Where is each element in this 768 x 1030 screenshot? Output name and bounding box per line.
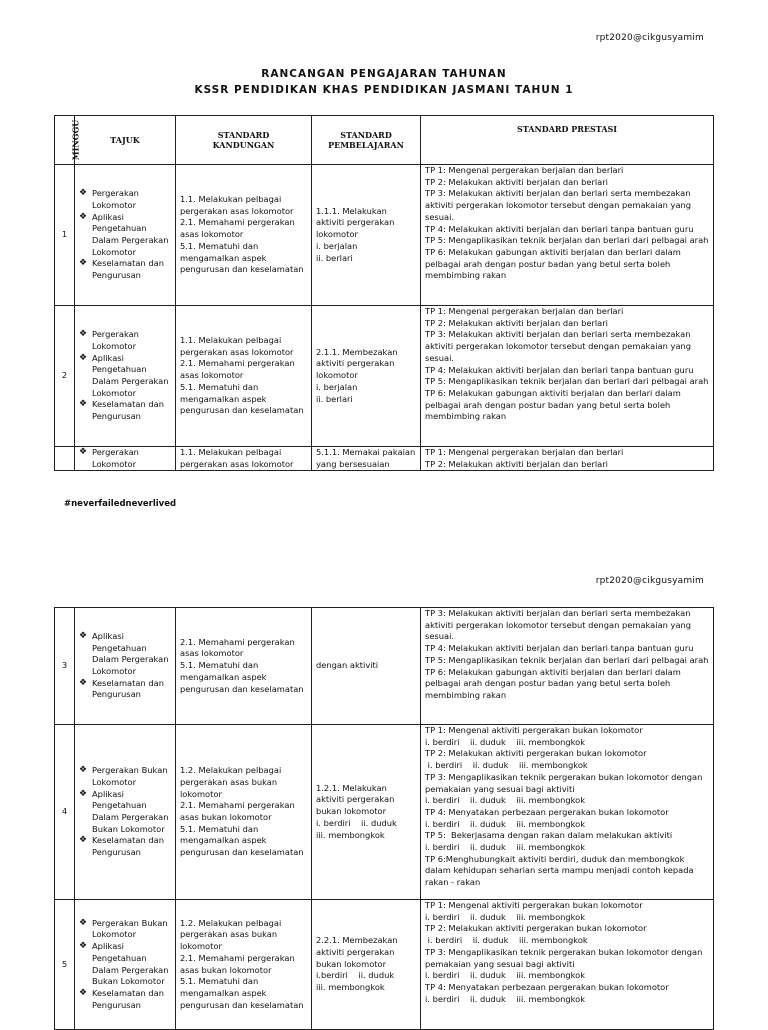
prestasi-line: TP 1: Mengenal pergerakan berjalan dan berlari (425, 165, 624, 175)
tajuk-text: Pergerakan Lokomotor (92, 188, 139, 210)
tajuk-text: Aplikasi Pengetahuan Dalam Pergerakan Bukan Lokomotor (92, 941, 169, 987)
kandungan-line: 1.1. Melakukan pelbagai pergerakan asas lokomotor (180, 447, 294, 469)
tajuk-item (79, 399, 171, 422)
kandungan-cell (176, 900, 312, 1030)
tajuk-text: Aplikasi Pengetahuan Dalam Pergerakan Lokomotor (92, 352, 169, 398)
header-tajuk: TAJUK (75, 116, 176, 165)
kandungan-cell (176, 165, 312, 306)
tajuk-item (79, 329, 171, 352)
pembelajaran-line: ii. berlari (316, 393, 353, 404)
pembelajaran-line: i. berjalan (316, 240, 358, 251)
tajuk-text: Aplikasi Pengetahuan Dalam Pergerakan Lokomotor (92, 630, 169, 676)
table-row (55, 165, 714, 306)
tajuk-item (79, 678, 171, 701)
prestasi-line: TP 3: Mengaplikasikan teknik pergerakan bukan lokomotor dengan pemakaian yang sesuai bagi aktiviti (425, 771, 706, 794)
prestasi-line: TP 1: Mengenal aktiviti pergerakan bukan lokomotor (425, 900, 643, 910)
diamond-bullet-icon: ❖ (79, 188, 88, 199)
prestasi-line: TP 6: Melakukan gabungan aktiviti berjalan dan berlari dalam pelbagai arah dengan postur badan yang betul serta boleh membimbing rakan (425, 246, 684, 281)
kandungan-line: 1.2. Melakukan pelbagai pergerakan asas bukan lokomotor (180, 917, 284, 952)
prestasi-line: TP 2: Melakukan aktiviti pergerakan bukan lokomotor (425, 923, 647, 934)
prestasi-line: TP 6: Melakukan gabungan aktiviti berjalan dan berlari dalam pelbagai arah dengan postur badan yang betul serta boleh membimbing rakan (425, 387, 684, 422)
kandungan-line: 5.1. Mematuhi dan mengamalkan aspek pengurusan dan keselamatan (180, 976, 304, 1010)
kandungan-cell (176, 306, 312, 447)
footer-hashtag: #neverfailedneverlived (64, 499, 177, 509)
week-cell: 1 (55, 165, 75, 306)
tajuk-item (79, 212, 171, 259)
prestasi-cell (421, 306, 714, 447)
prestasi-line: i. berdiri ii. duduk iii. membongkok (425, 818, 586, 829)
kandungan-line: 2.1. Memahami pergerakan asas bukan lokomotor (180, 952, 298, 975)
kandungan-line: 5.1. Mematuhi dan mengamalkan aspek pengurusan dan keselamatan (180, 240, 304, 275)
prestasi-line: TP 5: Mengaplikasikan teknik berjalan dan berlari dari pelbagai arah (425, 654, 709, 665)
diamond-bullet-icon: ❖ (79, 447, 88, 457)
pembelajaran-line: 1.1.1. Melakukan aktiviti pergerakan lokomotor (316, 205, 398, 240)
prestasi-line: TP 4: Melakukan aktiviti berjalan dan berlari tanpa bantuan guru (425, 223, 694, 234)
prestasi-line: i. berdiri ii. duduk iii. membongkok (425, 911, 586, 922)
pembelajaran-cell (312, 165, 421, 306)
tajuk-text: Keselamatan dan Pengurusan (92, 677, 164, 700)
tajuk-cell (75, 608, 176, 725)
table-row (55, 725, 714, 900)
tajuk-text: Pergerakan Lokomotor (92, 329, 139, 351)
pembelajaran-cell (312, 900, 421, 1030)
tajuk-cell (75, 306, 176, 447)
tajuk-item (79, 789, 171, 836)
kandungan-line: 1.1. Melakukan pelbagai pergerakan asas lokomotor (180, 194, 294, 216)
prestasi-line: TP 5: Mengaplikasikan teknik berjalan dan berlari dari pelbagai arah (425, 235, 709, 246)
prestasi-line: i. berdiri ii. duduk iii. membongkok (425, 736, 586, 747)
plan-table-page2 (54, 607, 714, 1030)
tajuk-item (79, 941, 171, 988)
tajuk-item (79, 258, 171, 281)
tajuk-cell (75, 725, 176, 900)
prestasi-line: TP 4: Menyatakan perbezaan pergerakan bukan lokomotor (425, 806, 669, 817)
diamond-bullet-icon: ❖ (79, 765, 88, 776)
pembelajaran-line: 2.2.1. Membezakan aktiviti pergerakan bukan lokomotor (316, 935, 401, 969)
table-row (55, 447, 714, 471)
prestasi-line: TP 3: Melakukan aktiviti berjalan dan berlari serta membezakan aktiviti pergerakan lokomotor tersebut dengan pemakaian yang sesuai. (425, 329, 694, 363)
pembelajaran-line: 2.1.1. Membezakan aktiviti pergerakan lokomotor (316, 346, 401, 381)
table-row (55, 306, 714, 447)
tajuk-text: Pergerakan Bukan Lokomotor (92, 765, 168, 787)
diamond-bullet-icon: ❖ (79, 211, 88, 222)
prestasi-line: TP 1: Mengenal pergerakan berjalan dan berlari (425, 447, 624, 457)
tajuk-item (79, 918, 171, 941)
tajuk-text: Keselamatan dan Pengurusan (92, 258, 164, 281)
kandungan-line: 5.1. Mematuhi dan mengamalkan aspek pengurusan dan keselamatan (180, 660, 304, 694)
kandungan-line: 2.1. Memahami pergerakan asas lokomotor (180, 636, 298, 659)
pembelajaran-line: iii. membongkok (316, 829, 385, 840)
diamond-bullet-icon: ❖ (79, 630, 88, 641)
tajuk-text: Aplikasi Pengetahuan Dalam Pergerakan Lokomotor (92, 211, 169, 257)
prestasi-line: i. berdiri ii. duduk iii. membongkok (425, 993, 586, 1004)
prestasi-line: TP 2: Melakukan aktiviti berjalan dan berlari (425, 317, 608, 328)
prestasi-line: i. berdiri ii. duduk iii. membongkok (425, 760, 588, 771)
diamond-bullet-icon: ❖ (79, 788, 88, 799)
kandungan-line: 2.1. Memahami pergerakan asas lokomotor (180, 358, 298, 381)
tajuk-item (79, 988, 171, 1011)
plan-table-page1 (54, 115, 714, 471)
prestasi-cell (421, 900, 714, 1030)
kandungan-line: 1.2. Melakukan pelbagai pergerakan asas bukan lokomotor (180, 765, 284, 799)
diamond-bullet-icon: ❖ (79, 399, 88, 410)
prestasi-line: TP 5: Mengaplikasikan teknik berjalan dan berlari dari pelbagai arah (425, 376, 709, 387)
pembelajaran-line: 1.2.1. Melakukan aktiviti pergerakan bukan lokomotor (316, 782, 398, 817)
kandungan-line: 5.1. Mematuhi dan mengamalkan aspek pengurusan dan keselamatan (180, 381, 304, 416)
prestasi-line: TP 1: Mengenal aktiviti pergerakan bukan lokomotor (425, 725, 643, 735)
diamond-bullet-icon: ❖ (79, 258, 88, 269)
document-title: RANCANGAN PENGAJARAN TAHUNAN (261, 68, 507, 80)
diamond-bullet-icon: ❖ (79, 987, 88, 998)
week-cell: 3 (55, 608, 75, 725)
prestasi-line: TP 3: Mengaplikasikan teknik pergerakan bukan lokomotor dengan pemakaian yang sesuai bagi aktiviti (425, 946, 706, 969)
prestasi-line: TP 1: Mengenal pergerakan berjalan dan berlari (425, 306, 624, 316)
kandungan-line: 1.1. Melakukan pelbagai pergerakan asas lokomotor (180, 335, 294, 357)
week-cell: 4 (55, 725, 75, 900)
header-pembelajaran: STANDARD PEMBELAJARAN (312, 116, 421, 165)
prestasi-line: TP 4: Melakukan aktiviti berjalan dan berlari tanpa bantuan guru (425, 643, 694, 654)
kandungan-line: 5.1. Mematuhi dan mengamalkan aspek pengurusan dan keselamatan (180, 823, 304, 858)
prestasi-cell (421, 447, 714, 471)
prestasi-line: i. berdiri ii. duduk iii. membongkok (425, 795, 586, 806)
diamond-bullet-icon: ❖ (79, 835, 88, 846)
diamond-bullet-icon: ❖ (79, 677, 88, 688)
prestasi-cell (421, 608, 714, 725)
pembelajaran-line: 5.1.1. Memakai pakaian yang bersesuaian (316, 447, 418, 469)
pembelajaran-cell (312, 447, 421, 471)
kandungan-line: 2.1. Memahami pergerakan asas bukan lokomotor (180, 800, 298, 822)
prestasi-line: i. berdiri ii. duduk iii. membongkok (425, 935, 588, 946)
kandungan-cell (176, 608, 312, 725)
tajuk-item (79, 835, 171, 858)
header-prestasi: STANDARD PRESTASI (421, 116, 714, 165)
prestasi-line: TP 2: Melakukan aktiviti pergerakan bukan lokomotor (425, 748, 647, 759)
diamond-bullet-icon: ❖ (79, 941, 88, 952)
prestasi-line: i. berdiri ii. duduk iii. membongkok (425, 842, 586, 853)
prestasi-cell (421, 165, 714, 306)
table-header-row (55, 116, 714, 165)
pembelajaran-line: i.berdiri ii. duduk (316, 970, 395, 981)
tajuk-item (79, 447, 171, 470)
tajuk-cell (75, 447, 176, 471)
pembelajaran-line: dengan aktiviti (316, 660, 379, 671)
pembelajaran-line: iii. membongkok (316, 982, 385, 993)
tajuk-text: Pergerakan Bukan Lokomotor (92, 917, 168, 940)
tajuk-item (79, 765, 171, 788)
author-handle-page2: rpt2020@cikgusyamim (595, 576, 704, 586)
prestasi-line: TP 5: Bekerjasama dengan rakan dalam melakukan aktiviti (425, 830, 673, 841)
kandungan-cell (176, 725, 312, 900)
kandungan-line: 2.1. Memahami pergerakan asas lokomotor (180, 217, 298, 240)
diamond-bullet-icon: ❖ (79, 329, 88, 340)
tajuk-text: Keselamatan dan Pengurusan (92, 835, 164, 858)
tajuk-item (79, 353, 171, 400)
prestasi-line: TP 4: Menyatakan perbezaan pergerakan bukan lokomotor (425, 981, 669, 992)
diamond-bullet-icon: ❖ (79, 917, 88, 928)
prestasi-cell (421, 725, 714, 900)
pembelajaran-line: i. berjalan (316, 381, 358, 392)
prestasi-line: TP 2: Melakukan aktiviti berjalan dan berlari (425, 176, 608, 187)
header-kandungan: STANDARD KANDUNGAN (176, 116, 312, 165)
pembelajaran-line: i. berdiri ii. duduk (316, 817, 397, 828)
week-cell: 2 (55, 306, 75, 447)
tajuk-cell (75, 900, 176, 1030)
table-row (55, 608, 714, 725)
tajuk-item (79, 188, 171, 211)
tajuk-text: Keselamatan dan Pengurusan (92, 987, 164, 1010)
prestasi-line: i. berdiri ii. duduk iii. membongkok (425, 970, 586, 981)
document-subtitle: KSSR PENDIDIKAN KHAS PENDIDIKAN JASMANI TAHUN 1 (194, 84, 574, 96)
prestasi-line: TP 6:Menghubungkait aktiviti berdiri, duduk dan membongkok dalam kehidupan seharian serta mampu menjadi contoh kepada rakan - rakan (425, 853, 697, 888)
tajuk-item (79, 631, 171, 678)
pembelajaran-cell (312, 725, 421, 900)
prestasi-line: TP 3: Melakukan aktiviti berjalan dan berlari serta membezakan aktiviti pergerakan lokomotor tersebut dengan pemakaian yang sesuai. (425, 608, 694, 642)
prestasi-line: TP 3: Melakukan aktiviti berjalan dan berlari serta membezakan aktiviti pergerakan lokomotor tersebut dengan pemakaian yang sesuai. (425, 188, 694, 222)
tajuk-text: Keselamatan dan Pengurusan (92, 399, 164, 422)
prestasi-line: TP 6: Melakukan gabungan aktiviti berjalan dan berlari dalam pelbagai arah dengan postur badan yang betul serta boleh membimbing rakan (425, 666, 684, 700)
pembelajaran-cell (312, 608, 421, 725)
kandungan-cell (176, 447, 312, 471)
table-row (55, 900, 714, 1030)
header-minggu: MINGGU (55, 116, 75, 165)
tajuk-cell (75, 165, 176, 306)
tajuk-text: Aplikasi Pengetahuan Dalam Pergerakan Bukan Lokomotor (92, 788, 169, 834)
tajuk-text: Pergerakan Lokomotor (92, 447, 139, 469)
diamond-bullet-icon: ❖ (79, 352, 88, 363)
pembelajaran-cell (312, 306, 421, 447)
week-cell: 5 (55, 900, 75, 1030)
author-handle: rpt2020@cikgusyamim (595, 33, 704, 43)
prestasi-line: TP 2: Melakukan aktiviti berjalan dan berlari (425, 458, 608, 469)
pembelajaran-line: ii. berlari (316, 252, 353, 263)
prestasi-line: TP 4: Melakukan aktiviti berjalan dan berlari tanpa bantuan guru (425, 364, 694, 375)
week-cell (55, 447, 75, 471)
